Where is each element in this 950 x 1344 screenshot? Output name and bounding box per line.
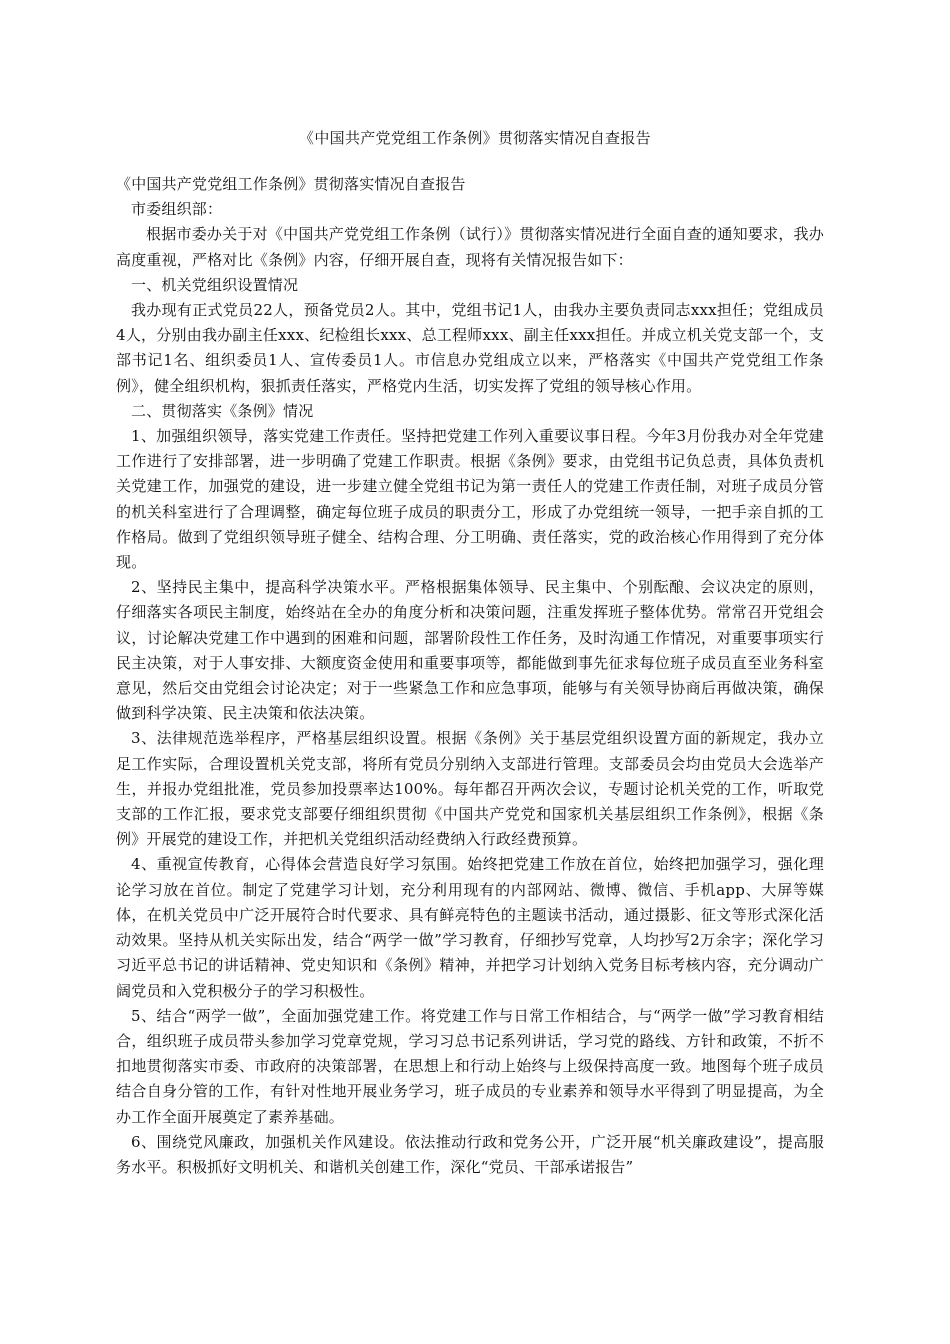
intro-paragraph: 根据市委办关于对《中国共产党党组工作条例（试行）》贯彻落实情况进行全面自查的通知要求，我办高度重视，严格对比《条例》内容，仔细开展自查，现将有关情况报告如下： (116, 225, 824, 269)
item-5-paragraph: 5、结合“两学一做”，全面加强党建工作。将党建工作与日常工作相结合，与“两学一做”学习教育相结合，组织班子成员带头参加学习党章党规，学习习总书记系列讲话，学习党的路线、方针和政策，不折不扣地贯彻落实市委、市政府的决策部署，在思想上和行动上始终与上级保持高度一致。地图每个班子成员结合自身分管的工作，有针对性地开展业务学习，班子成员的专业素养和领导水平得到了明显提高，为全办工作全面开展奠定了素养基础。 (116, 1006, 824, 1126)
section-heading-1: 一、机关党组织设置情况 (131, 275, 299, 294)
item-4-paragraph: 4、重视宣传教育，心得体会营造良好学习氛围。始终把党建工作放在首位，始终把加强学习，强化理论学习放在首位。制定了党建学习计划，充分利用现有的内部网站、微博、微信、手机app、大屏等媒体，在机关党员中广泛开展符合时代要求、具有鲜亮特色的主题读书活动，通过摄影、征文等形式深化活动效果。坚持从机关实际出发，结合“两学一做”学习教育，仔细抄写党章，人均抄写2万余字；深化学习习近平总书记的讲话精神、党史知识和《条例》精神，并把学习计划纳入党务目标考核内容，充分调动广阔党员和入党积极分子的学习积极性。 (116, 855, 824, 1000)
item-3-paragraph: 3、法律规范选举程序，严格基层组织设置。根据《条例》关于基层党组织设置方面的新规定，我办立足工作实际，合理设置机关党支部，将所有党员分别纳入支部进行管理。支部委员会均由党员大会选举产生，并报办党组批准，党员参加投票率达100%。每年都召开两次会议，专题讨论机关党的工作，听取党支部的工作汇报，要求党支部要仔细组织贯彻《中国共产党党和国家机关基层组织工作条例》，根据《条例》开展党的建设工作，并把机关党组织活动经费纳入行政经费预算。 (116, 729, 824, 849)
document-body (116, 172, 824, 1180)
addressee: 市委组织部： (131, 200, 223, 219)
item-1-paragraph: 1、加强组织领导，落实党建工作责任。坚持把党建工作列入重要议事日程。今年3月份我办对全年党建工作进行了安排部署，进一步明确了党建工作职责。根据《条例》要求，由党组书记负总责，具体负责机关党建工作，加强党的建设，进一步建立健全党组书记为第一责任人的党建工作责任制，对班子成员分管的机关科室进行了合理调整，确定每位班子成员的职责分工，形成了办党组统一领导，一把手亲自抓的工作格局。做到了党组织领导班子健全、结构合理、分工明确、责任落实，党的政治核心作用得到了充分体现。 (116, 427, 824, 572)
section-heading-2: 二、贯彻落实《条例》情况 (131, 401, 314, 420)
section-1-paragraph: 我办现有正式党员22人，预备党员2人。其中，党组书记1人，由我办主要负责同志xxx担任；党组成员4人，分别由我办副主任xxx、纪检组长xxx、总工程师xxx、副主任xxx担任。并成立机关党支部一个，支部书记1名、组织委员1人、宣传委员1人。市信息办党组成立以来，严格落实《中国共产党党组工作条例》，健全组织机构，狠抓责任落实，严格党内生活，切实发挥了党组的领导核心作用。 (116, 301, 824, 395)
item-2-paragraph: 2、坚持民主集中，提高科学决策水平。严格根据集体领导、民主集中、个别酝酿、会议决定的原则，仔细落实各项民主制度，始终站在全办的角度分析和决策问题，注重发挥班子整体优势。常常召开党组会议，讨论解决党建工作中遇到的困难和问题，部署阶段性工作任务，及时沟通工作情况，对重要事项实行民主决策，对于人事安排、大额度资金使用和重要事项等，都能做到事先征求每位班子成员直至业务科室意见，然后交由党组会讨论决定；对于一些紧急工作和应急事项，能够与有关领导协商后再做决策，确保做到科学决策、民主决策和依法决策。 (116, 578, 824, 723)
report-heading: 《中国共产党党组工作条例》贯彻落实情况自查报告 (116, 175, 466, 193)
item-6-paragraph: 6、围绕党风廉政，加强机关作风建设。依法推动行政和党务公开，广泛开展“机关廉政建设”，提高服务水平。积极抓好文明机关、和谐机关创建工作，深化“党员、干部承诺报告” (116, 1132, 824, 1176)
document-title: 《中国共产党党组工作条例》贯彻落实情况自查报告 (299, 129, 651, 147)
